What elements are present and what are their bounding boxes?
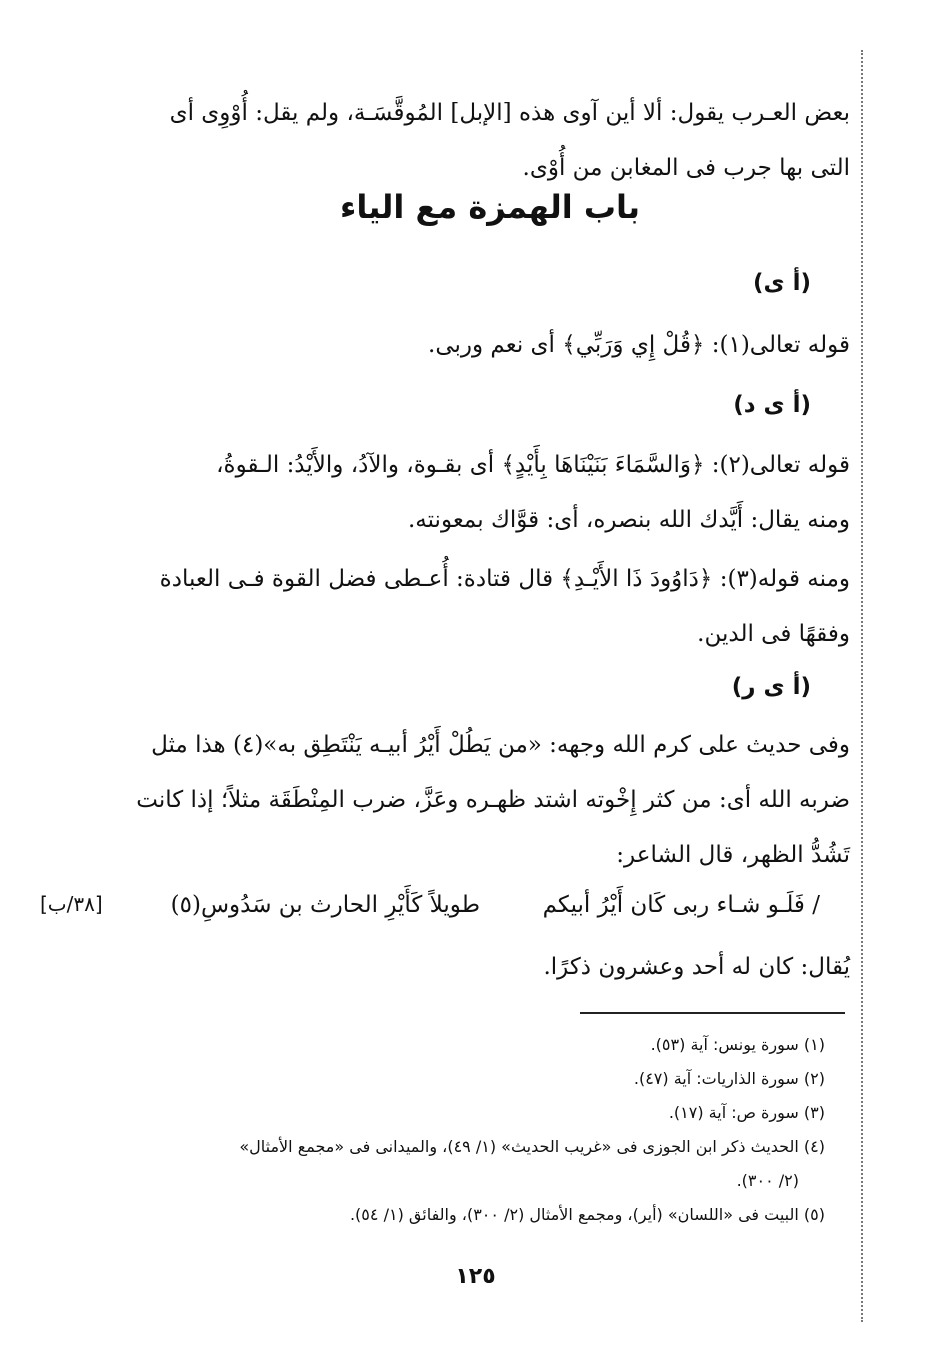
intro-line-1: بعض العـرب يقول: ألا أين آوى هذه [الإبل] المُوقَّسَـة، ولم يقل: أُوْوِى أى — [169, 100, 850, 126]
footnote-5: (٥) البيت فى «اللسان» (أير)، ومجمع الأمثال (٢/ ٣٠٠)، والفائق (١/ ٥٤). — [349, 1205, 825, 1224]
after-verse-paragraph — [130, 940, 850, 995]
chapter-title: باب الهمزة مع الياء — [339, 188, 641, 226]
intro-paragraph — [130, 86, 850, 196]
footnote-4-continuation: (٢/ ٣٠٠). — [736, 1171, 799, 1190]
section-ayr-body — [130, 718, 850, 883]
footnote-4: (٤) الحديث ذكر ابن الجوزى فى «غريب الحديث» (١/ ٤٩)، والميدانى فى «مجمع الأمثال» — [239, 1137, 825, 1156]
page-edge-dotted-line — [861, 50, 863, 1322]
manuscript-folio-reference: [٣٨/ب] — [40, 892, 103, 916]
footnote-3: (٣) سورة ص: آية (١٧). — [668, 1103, 825, 1122]
section-ayd-line-3: ومنه قوله(٣): ﴿دَاوُودَ ذَا الأَيْـدِ﴾ قال قتادة: أُعـطى فضل القوة فـى العبادة — [159, 566, 850, 592]
footnotes — [135, 1028, 825, 1232]
root-heading-ayr: (أ ى ر) — [731, 674, 811, 700]
footnote-1: (١) سورة يونس: آية (٥٣). — [650, 1035, 825, 1054]
root-heading-ayd: (أ ى د) — [733, 392, 811, 418]
section-ayd-line-2: ومنه يقال: أَيَّدك الله بنصره، أى: قوَّاك بمعونته. — [407, 507, 850, 533]
verse-hemistich-2: طويلاً كَأَيْرِ الحارث بن سَدُوسِ(٥) — [170, 892, 480, 918]
page-number: ١٢٥ — [455, 1264, 496, 1289]
section-ayd-body-2 — [130, 552, 850, 662]
section-ayd-line-4: وفقهًا فى الدين. — [697, 621, 850, 647]
intro-line-2: التى بها جرب فى المغابن من أُوْى. — [522, 155, 850, 181]
section-ayd-line-1: قوله تعالى(٢): ﴿وَالسَّمَاءَ بَنَيْنَاهَا بِأَيْدٍ﴾ أى بقـوة، والآدُ، والأَيْدُ: الـقوةُ، — [216, 452, 850, 478]
section-ay-line-1: قوله تعالى(١): ﴿قُلْ إِي وَرَبِّي﴾ أى نعم وربى. — [428, 332, 850, 358]
poetry-verse — [40, 880, 820, 936]
section-ayr-line-2: ضربه الله أى: من كثر إِخْوته اشتد ظهـره وعَزَّ، ضرب المِنْطَقَة مثلاً؛ إذا كانت — [136, 787, 850, 813]
footnote-2: (٢) سورة الذاريات: آية (٤٧). — [633, 1069, 825, 1088]
footnote-separator-rule — [580, 1012, 845, 1014]
section-ay-body — [130, 318, 850, 373]
section-ayr-line-3: تَشُدُّ الظهر، قال الشاعر: — [616, 842, 850, 868]
verse-hemistich-1: / فَلَـو شـاء ربى كَان أَيْرُ أبيكم — [542, 892, 820, 918]
root-heading-ay: (أ ى) — [753, 270, 811, 296]
section-ayr-line-1: وفى حديث على كرم الله وجهه: «من يَطُلْ أَيْرُ أبيـه يَنْتَطِق به»(٤) هذا مثل — [151, 732, 850, 758]
section-ayd-body — [130, 438, 850, 548]
after-verse-line: يُقال: كان له أحد وعشرون ذكرًا. — [543, 954, 850, 980]
